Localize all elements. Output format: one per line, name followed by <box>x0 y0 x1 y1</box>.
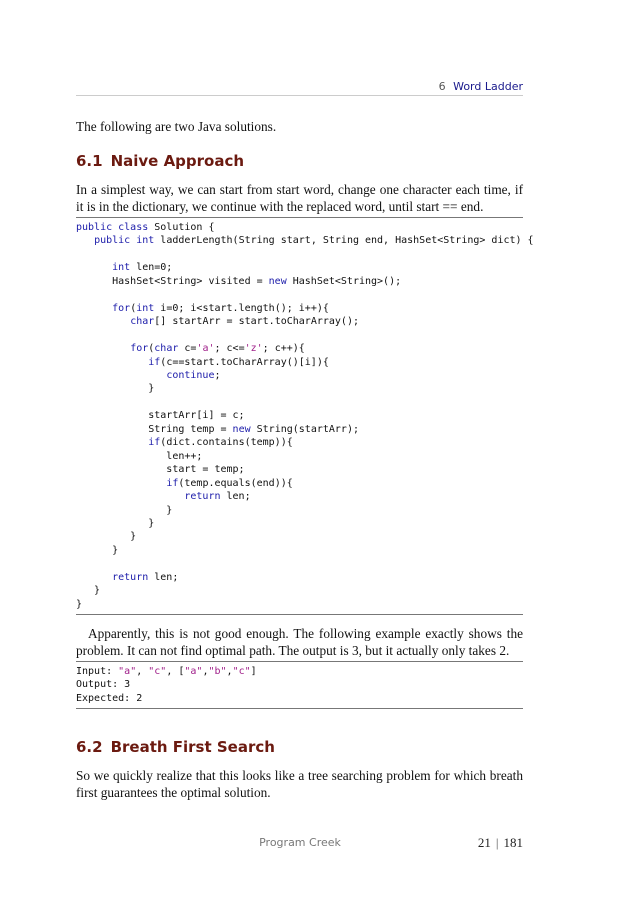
code-text: String temp = <box>76 423 233 435</box>
section-heading-naive <box>76 152 244 170</box>
code-keyword: for <box>112 302 131 314</box>
code-rule-top <box>76 217 523 218</box>
code-text: ; c<= <box>214 343 245 355</box>
code-text: startArr[i] = c; <box>76 410 245 422</box>
code-line <box>76 545 118 556</box>
code-text: String(startArr); <box>250 423 359 435</box>
example-rule-top <box>76 661 523 662</box>
code-string: "c" <box>232 666 251 677</box>
code-string: "b" <box>208 666 227 677</box>
code-keyword: if <box>148 437 161 449</box>
code-text <box>76 316 130 327</box>
code-keyword: int <box>112 262 131 274</box>
code-string: 'z' <box>244 343 263 355</box>
code-string: "a" <box>118 666 137 677</box>
code-text: HashSet<String> visited = <box>76 275 269 287</box>
code-text: } <box>76 504 173 516</box>
code-text: , <box>136 666 149 677</box>
page-separator: | <box>495 835 499 850</box>
code-line <box>76 303 329 314</box>
code-text: ] <box>250 666 257 677</box>
code-line <box>76 599 82 610</box>
code-line <box>76 491 251 502</box>
code-rule-bottom <box>76 614 523 615</box>
footer-source: Program Creek <box>259 836 341 849</box>
code-keyword: if <box>166 477 179 489</box>
code-line <box>76 276 401 287</box>
code-keyword: char <box>130 316 155 328</box>
running-header <box>439 80 523 93</box>
code-string: "a" <box>184 666 203 677</box>
code-block-example <box>76 665 257 705</box>
code-line <box>76 679 130 690</box>
code-text <box>76 491 184 502</box>
code-text <box>76 303 112 314</box>
code-text: (temp.equals(end)){ <box>178 477 293 489</box>
code-text <box>76 262 112 273</box>
code-line <box>76 585 100 596</box>
paragraph-2: Apparently, this is not good enough. The following example exactly shows the problem. It can not find optimal path. The output is 3, but it actually only takes 2. <box>76 626 523 658</box>
code-line <box>76 222 214 233</box>
code-text: , <box>226 666 233 677</box>
code-text <box>76 357 148 368</box>
chapter-title-link[interactable]: Word Ladder <box>453 80 523 93</box>
code-text: Output: 3 <box>76 679 131 691</box>
code-block-naive <box>76 221 534 611</box>
code-line <box>76 343 305 354</box>
chapter-number: 6 <box>438 80 446 93</box>
code-text: len=0; <box>130 262 173 274</box>
code-line <box>76 262 172 273</box>
code-line <box>76 666 257 677</box>
code-text <box>76 235 94 246</box>
intro-paragraph: The following are two Java solutions. <box>76 119 277 134</box>
code-text: len; <box>148 571 179 583</box>
section-2-paragraph: So we quickly realize that this looks like a tree searching problem for which breath first guarantees the optimal solution. <box>76 768 523 800</box>
code-line <box>76 693 142 704</box>
code-line <box>76 357 329 368</box>
code-text: (c==start.toCharArray()[i]){ <box>160 356 329 368</box>
code-text: } <box>76 598 83 610</box>
code-line <box>76 464 245 475</box>
code-line <box>76 235 534 246</box>
code-line <box>76 437 293 448</box>
code-line <box>76 424 359 435</box>
total-pages: 181 <box>503 835 523 850</box>
section-1-paragraph: In a simplest way, we can start from start word, change one character each time, if it is in the dictionary, we continue with the replaced word, until start == end. <box>76 182 523 214</box>
code-text: ladderLength(String start, String end, HashSet<String> dict) { <box>154 235 534 247</box>
code-text <box>76 370 166 381</box>
code-text: (dict.contains(temp)){ <box>160 437 293 449</box>
code-text: len; <box>220 491 251 503</box>
code-text: i=0; i<start.length(); i++){ <box>154 302 329 314</box>
code-keyword: return <box>112 571 149 583</box>
code-text <box>76 572 112 583</box>
code-text: Expected: 2 <box>76 692 143 704</box>
code-text: } <box>76 544 119 556</box>
code-line <box>76 478 293 489</box>
current-page: 21 <box>477 835 491 850</box>
code-text: c= <box>178 343 197 355</box>
code-text: } <box>76 383 155 395</box>
code-line <box>76 370 221 381</box>
code-line <box>76 383 154 394</box>
code-text <box>76 437 148 448</box>
section-number: 6.1 <box>76 152 103 170</box>
code-text <box>76 478 166 489</box>
code-text: len++; <box>76 450 203 462</box>
code-string: "c" <box>148 666 167 677</box>
code-keyword: if <box>148 356 161 368</box>
code-text: ; c++){ <box>262 343 305 355</box>
code-line <box>76 316 359 327</box>
code-line <box>76 518 154 529</box>
code-text: } <box>76 531 137 543</box>
code-keyword: public class <box>76 222 149 233</box>
code-keyword: for <box>130 343 149 355</box>
code-string: 'a' <box>196 343 215 355</box>
code-line <box>76 505 172 516</box>
page-number <box>478 835 523 851</box>
code-text: Solution { <box>148 222 215 233</box>
example-rule-bottom <box>76 708 523 709</box>
code-text: Input: <box>76 666 119 677</box>
code-keyword: return <box>184 491 221 503</box>
code-text: ( <box>148 343 155 355</box>
code-line <box>76 410 245 421</box>
code-keyword: public int <box>94 235 155 247</box>
code-text: ( <box>130 302 137 314</box>
code-keyword: continue <box>166 369 215 381</box>
section-number: 6.2 <box>76 738 103 756</box>
code-text: } <box>76 517 155 529</box>
section-heading-bfs <box>76 738 275 756</box>
code-text: HashSet<String>(); <box>286 275 402 287</box>
code-line <box>76 531 136 542</box>
code-text: } <box>76 585 101 597</box>
section-title: Breath First Search <box>110 738 275 756</box>
code-text: [] startArr = start.toCharArray(); <box>154 316 359 328</box>
code-line <box>76 451 202 462</box>
code-text: ; <box>214 369 221 381</box>
code-text: start = temp; <box>76 464 245 476</box>
code-text: , [ <box>166 666 185 677</box>
code-keyword: char <box>154 343 179 355</box>
code-keyword: int <box>136 302 155 314</box>
code-keyword: new <box>268 275 287 287</box>
header-rule <box>76 95 523 96</box>
code-keyword: new <box>232 423 251 435</box>
code-text: , <box>202 666 209 677</box>
code-line <box>76 572 178 583</box>
section-title: Naive Approach <box>110 152 245 170</box>
code-text <box>76 343 130 354</box>
